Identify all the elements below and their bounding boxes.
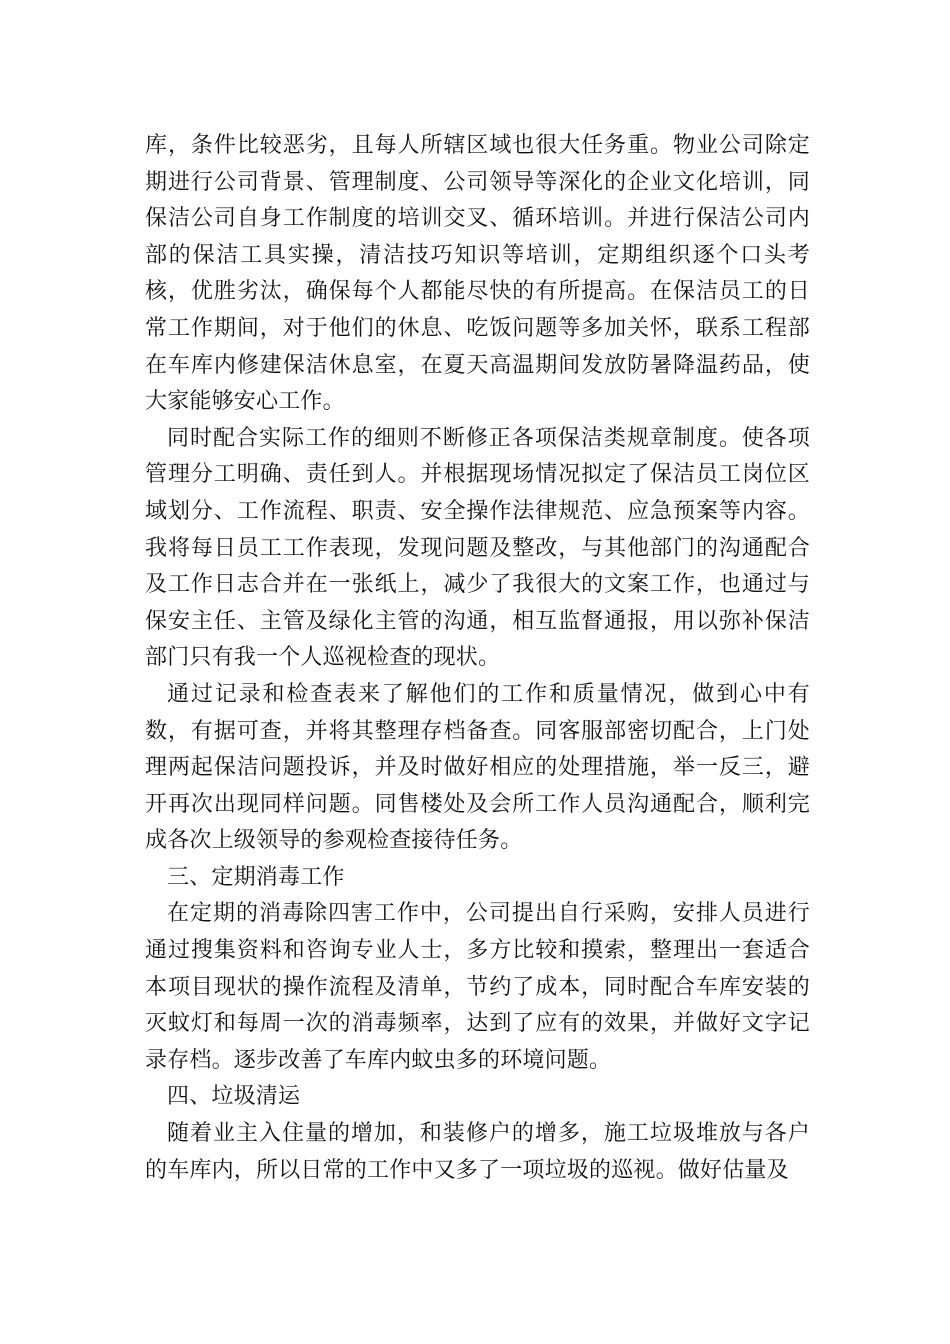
document-body bbox=[145, 128, 810, 1189]
paragraph-regulations: 同时配合实际工作的细则不断修正各项保洁类规章制度。使各项管理分工明确、责任到人。并根据现场情况拟定了保洁员工岗位区域划分、工作流程、职责、安全操作法律规范、应急预案等内容。我将每日员工工作表现，发现问题及整改，与其他部门的沟通配合及工作日志合并在一张纸上，减少了我很大的文案工作，也通过与保安主任、主管及绿化主管的沟通，相互监督通报，用以弥补保洁部门只有我一个人巡视检查的现状。 bbox=[145, 425, 810, 671]
section-heading-garbage: 四、垃圾清运 bbox=[167, 1084, 301, 1110]
section-heading-disinfection: 三、定期消毒工作 bbox=[167, 864, 345, 890]
paragraph-disinfection: 在定期的消毒除四害工作中，公司提出自行采购，安排人员进行通过搜集资料和咨询专业人士，多方比较和摸索，整理出一套适合本项目现状的操作流程及清单，节约了成本，同时配合车库安装的灭蚊灯和每周一次的消毒频率，达到了应有的效果，并做好文字记录存档。逐步改善了车库内蚊虫多的环境问题。 bbox=[145, 901, 810, 1073]
paragraph-garbage: 随着业主入住量的增加，和装修户的增多，施工垃圾堆放与各户的车库内，所以日常的工作中又多了一项垃圾的巡视。做好估量及 bbox=[145, 1121, 810, 1183]
paragraph-training: 库，条件比较恶劣，且每人所辖区域也很大任务重。物业公司除定期进行公司背景、管理制度、公司领导等深化的企业文化培训，同保洁公司自身工作制度的培训交叉、循环培训。并进行保洁公司内部的保洁工具实操，清洁技巧知识等培训，定期组织逐个口头考核，优胜劣汰，确保每个人都能尽快的有所提高。在保洁员工的日常工作期间，对于他们的休息、吃饭问题等多加关怀，联系工程部在车库内修建保洁休息室，在夏天高温期间发放防暑降温药品，使大家能够安心工作。 bbox=[145, 133, 810, 415]
paragraph-records: 通过记录和检查表来了解他们的工作和质量情况，做到心中有数，有据可查，并将其整理存档备查。同客服部密切配合，上门处理两起保洁问题投诉，并及时做好相应的处理措施，举一反三，避开再次出现同样问题。同售楼处及会所工作人员沟通配合，顺利完成各次上级领导的参观检查接待任务。 bbox=[145, 681, 810, 854]
